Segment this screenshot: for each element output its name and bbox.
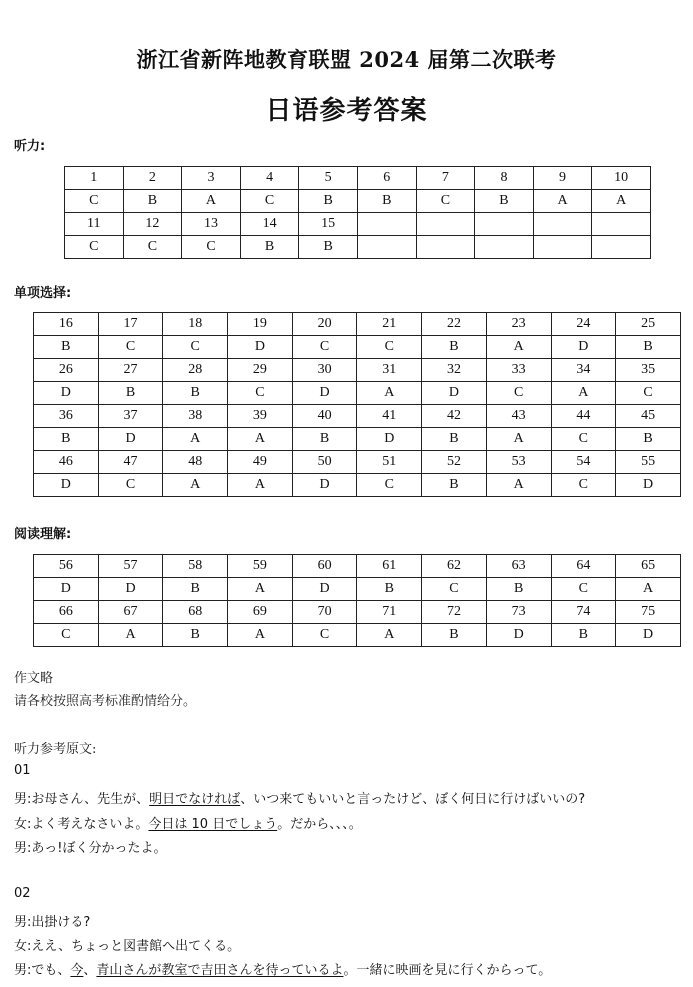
answer-cell: C: [163, 336, 228, 359]
question-number-cell: 14: [240, 213, 299, 236]
question-number-cell: 69: [228, 601, 293, 624]
single-choice-answer-table: [33, 312, 681, 497]
answer-cell: B: [422, 624, 487, 647]
answer-cell: B: [123, 190, 182, 213]
question-number-cell: 46: [34, 451, 99, 474]
question-number-cell: 23: [486, 313, 551, 336]
answer-cell: A: [357, 382, 422, 405]
dialogue-underlined: 明日でなければ: [149, 792, 241, 807]
question-number-cell: 12: [123, 213, 182, 236]
question-number-cell: [357, 213, 416, 236]
answer-cell: A: [357, 624, 422, 647]
question-number-cell: 27: [98, 359, 163, 382]
question-number-cell: [592, 213, 651, 236]
question-number-cell: 53: [486, 451, 551, 474]
question-number-cell: 55: [616, 451, 681, 474]
question-number-cell: 9: [533, 167, 592, 190]
answer-cell: D: [357, 428, 422, 451]
answer-cell: C: [551, 578, 616, 601]
question-number-cell: 51: [357, 451, 422, 474]
question-number-cell: 68: [163, 601, 228, 624]
dialogue-line: [14, 959, 551, 978]
question-number-cell: 25: [616, 313, 681, 336]
answer-cell: B: [357, 190, 416, 213]
table-row: [65, 190, 651, 213]
answer-cell: A: [163, 428, 228, 451]
table-row: [34, 428, 681, 451]
question-number-cell: 67: [98, 601, 163, 624]
question-number-cell: 16: [34, 313, 99, 336]
question-number-cell: 38: [163, 405, 228, 428]
question-number-cell: 4: [240, 167, 299, 190]
answer-cell: C: [486, 382, 551, 405]
question-number-cell: 19: [228, 313, 293, 336]
answer-cell: D: [616, 624, 681, 647]
question-number-cell: 56: [34, 555, 99, 578]
question-number-cell: 61: [357, 555, 422, 578]
answer-cell: A: [228, 624, 293, 647]
answer-cell: B: [34, 428, 99, 451]
composition-heading: 作文略: [14, 671, 54, 686]
question-number-cell: 28: [163, 359, 228, 382]
table-row: [34, 336, 681, 359]
dialogue-text: 男:お母さん、先生が、: [14, 792, 150, 807]
question-number-cell: 70: [292, 601, 357, 624]
question-number-cell: 39: [228, 405, 293, 428]
table-row: [65, 236, 651, 259]
question-number-cell: 65: [616, 555, 681, 578]
answer-cell: B: [616, 428, 681, 451]
answer-cell: D: [228, 336, 293, 359]
question-number-cell: 21: [357, 313, 422, 336]
question-number-cell: 34: [551, 359, 616, 382]
answer-cell: A: [228, 474, 293, 497]
answer-cell: D: [34, 578, 99, 601]
dialogue-text: 男:でも、: [14, 963, 71, 978]
question-number-cell: 75: [616, 601, 681, 624]
question-number-cell: 26: [34, 359, 99, 382]
answer-cell: C: [292, 624, 357, 647]
question-number-cell: 43: [486, 405, 551, 428]
answer-cell: A: [228, 578, 293, 601]
question-number-cell: 59: [228, 555, 293, 578]
answer-cell: B: [422, 474, 487, 497]
question-number-cell: 5: [299, 167, 358, 190]
question-number-cell: 6: [357, 167, 416, 190]
answer-cell: A: [486, 474, 551, 497]
table-row: [34, 313, 681, 336]
question-number-cell: 48: [163, 451, 228, 474]
question-number-cell: 47: [98, 451, 163, 474]
answer-cell: D: [292, 578, 357, 601]
answer-cell: B: [163, 382, 228, 405]
question-number-cell: 64: [551, 555, 616, 578]
answer-cell: D: [34, 474, 99, 497]
answer-cell: C: [422, 578, 487, 601]
dialogue-text: 。一緒に映画を見に行くからって。: [343, 963, 552, 978]
dialogue-line: 男:あっ!ぼく分かったよ。: [14, 841, 167, 856]
table-row: [34, 578, 681, 601]
answer-cell: C: [240, 190, 299, 213]
answer-cell: C: [357, 336, 422, 359]
question-number-cell: 42: [422, 405, 487, 428]
answer-cell: B: [240, 236, 299, 259]
answer-cell: D: [422, 382, 487, 405]
question-number-cell: 18: [163, 313, 228, 336]
answer-cell: A: [592, 190, 651, 213]
document-title: 浙江省新阵地教育联盟 2024 届第二次联考: [136, 47, 557, 72]
question-number-cell: [533, 213, 592, 236]
answer-cell: C: [616, 382, 681, 405]
question-number-cell: 63: [486, 555, 551, 578]
question-number-02: 02: [14, 886, 31, 901]
question-number-cell: 20: [292, 313, 357, 336]
answer-cell: C: [65, 190, 124, 213]
answer-cell: D: [98, 428, 163, 451]
question-number-cell: 31: [357, 359, 422, 382]
dialogue-text: 女:よく考えなさいよ。: [14, 817, 149, 832]
answer-cell: C: [34, 624, 99, 647]
answer-cell: D: [98, 578, 163, 601]
answer-cell: A: [98, 624, 163, 647]
question-number-cell: 1: [65, 167, 124, 190]
question-number-cell: 33: [486, 359, 551, 382]
answer-cell: D: [34, 382, 99, 405]
dialogue-underlined: 教室で吉田さんを待っているよ: [161, 963, 344, 978]
answer-cell: [533, 236, 592, 259]
dialogue-underlined: 今日は 10 日でしょう: [148, 817, 278, 832]
question-number-cell: 22: [422, 313, 487, 336]
question-number-cell: 66: [34, 601, 99, 624]
answer-cell: B: [34, 336, 99, 359]
question-number-cell: 3: [182, 167, 241, 190]
answer-cell: [475, 236, 534, 259]
table-row: [34, 624, 681, 647]
question-number-cell: 41: [357, 405, 422, 428]
answer-cell: C: [551, 474, 616, 497]
answer-cell: D: [616, 474, 681, 497]
answer-cell: D: [486, 624, 551, 647]
table-row: [34, 474, 681, 497]
reading-answer-table: [33, 554, 681, 647]
answer-cell: A: [486, 428, 551, 451]
answer-cell: B: [551, 624, 616, 647]
question-number-cell: 60: [292, 555, 357, 578]
table-row: [34, 405, 681, 428]
dialogue-line: [14, 788, 585, 807]
composition-note: 请各校按照高考标准酌情给分。: [14, 694, 197, 709]
answer-cell: C: [65, 236, 124, 259]
question-number-cell: 73: [486, 601, 551, 624]
answer-cell: A: [551, 382, 616, 405]
answer-cell: C: [416, 190, 475, 213]
dialogue-underlined: 今: [70, 963, 84, 978]
answer-cell: C: [357, 474, 422, 497]
question-number-cell: 30: [292, 359, 357, 382]
question-number-cell: 58: [163, 555, 228, 578]
answer-cell: A: [163, 474, 228, 497]
dialogue-text: 。だから、、、。: [277, 817, 362, 832]
answer-cell: [592, 236, 651, 259]
answer-cell: B: [616, 336, 681, 359]
question-number-cell: 49: [228, 451, 293, 474]
answer-cell: B: [422, 428, 487, 451]
question-number-cell: 17: [98, 313, 163, 336]
transcript-heading: 听力参考原文:: [14, 742, 97, 757]
answer-cell: C: [551, 428, 616, 451]
answer-cell: B: [299, 236, 358, 259]
question-number-cell: 8: [475, 167, 534, 190]
question-number-cell: 10: [592, 167, 651, 190]
answer-cell: C: [98, 474, 163, 497]
question-number-cell: [475, 213, 534, 236]
answer-cell: D: [292, 382, 357, 405]
answer-cell: B: [475, 190, 534, 213]
table-row: [34, 601, 681, 624]
table-row: [65, 213, 651, 236]
answer-cell: A: [228, 428, 293, 451]
dialogue-underlined: 青山さんが: [96, 963, 162, 978]
answer-cell: B: [422, 336, 487, 359]
question-number-cell: 24: [551, 313, 616, 336]
dialogue-text: 、いつ来てもいいと言ったけど、ぼく何日に行けばいいの?: [240, 792, 586, 807]
dialogue-text: 、: [83, 963, 97, 978]
question-number-cell: 2: [123, 167, 182, 190]
question-number-cell: 11: [65, 213, 124, 236]
table-row: [34, 382, 681, 405]
reading-heading: 阅读理解:: [14, 527, 72, 542]
table-row: [65, 167, 651, 190]
question-number-cell: 71: [357, 601, 422, 624]
question-number-cell: 32: [422, 359, 487, 382]
answer-cell: C: [123, 236, 182, 259]
answer-cell: B: [163, 578, 228, 601]
answer-cell: B: [299, 190, 358, 213]
question-number-cell: 29: [228, 359, 293, 382]
question-number-cell: 57: [98, 555, 163, 578]
answer-cell: A: [182, 190, 241, 213]
answer-cell: C: [228, 382, 293, 405]
dialogue-line: 男:出掛ける?: [14, 915, 91, 930]
answer-cell: C: [182, 236, 241, 259]
answer-cell: D: [292, 474, 357, 497]
table-row: [34, 555, 681, 578]
question-number-cell: 74: [551, 601, 616, 624]
question-number-cell: [416, 213, 475, 236]
listening-heading: 听力:: [14, 139, 46, 154]
dialogue-line: [14, 813, 362, 832]
answer-cell: B: [292, 428, 357, 451]
question-number-cell: 37: [98, 405, 163, 428]
dialogue-line: 女:ええ、ちょっと図書館へ出てくる。: [14, 939, 241, 954]
question-number-cell: 52: [422, 451, 487, 474]
question-number-cell: 54: [551, 451, 616, 474]
answer-cell: A: [533, 190, 592, 213]
question-number-01: 01: [14, 763, 31, 778]
answer-cell: A: [486, 336, 551, 359]
question-number-cell: 50: [292, 451, 357, 474]
answer-cell: C: [98, 336, 163, 359]
answer-cell: [416, 236, 475, 259]
answer-cell: B: [486, 578, 551, 601]
answer-cell: [357, 236, 416, 259]
answer-cell: D: [551, 336, 616, 359]
question-number-cell: 35: [616, 359, 681, 382]
question-number-cell: 72: [422, 601, 487, 624]
question-number-cell: 44: [551, 405, 616, 428]
answer-cell: C: [292, 336, 357, 359]
single-choice-heading: 单项选择:: [14, 286, 72, 301]
answer-cell: B: [357, 578, 422, 601]
answer-cell: A: [616, 578, 681, 601]
question-number-cell: 62: [422, 555, 487, 578]
table-row: [34, 451, 681, 474]
document-subtitle: 日语参考答案: [265, 96, 428, 126]
answer-cell: B: [163, 624, 228, 647]
question-number-cell: 15: [299, 213, 358, 236]
question-number-cell: 45: [616, 405, 681, 428]
answer-cell: B: [98, 382, 163, 405]
table-row: [34, 359, 681, 382]
question-number-cell: 40: [292, 405, 357, 428]
question-number-cell: 13: [182, 213, 241, 236]
listening-answer-table: [64, 166, 651, 259]
question-number-cell: 7: [416, 167, 475, 190]
question-number-cell: 36: [34, 405, 99, 428]
